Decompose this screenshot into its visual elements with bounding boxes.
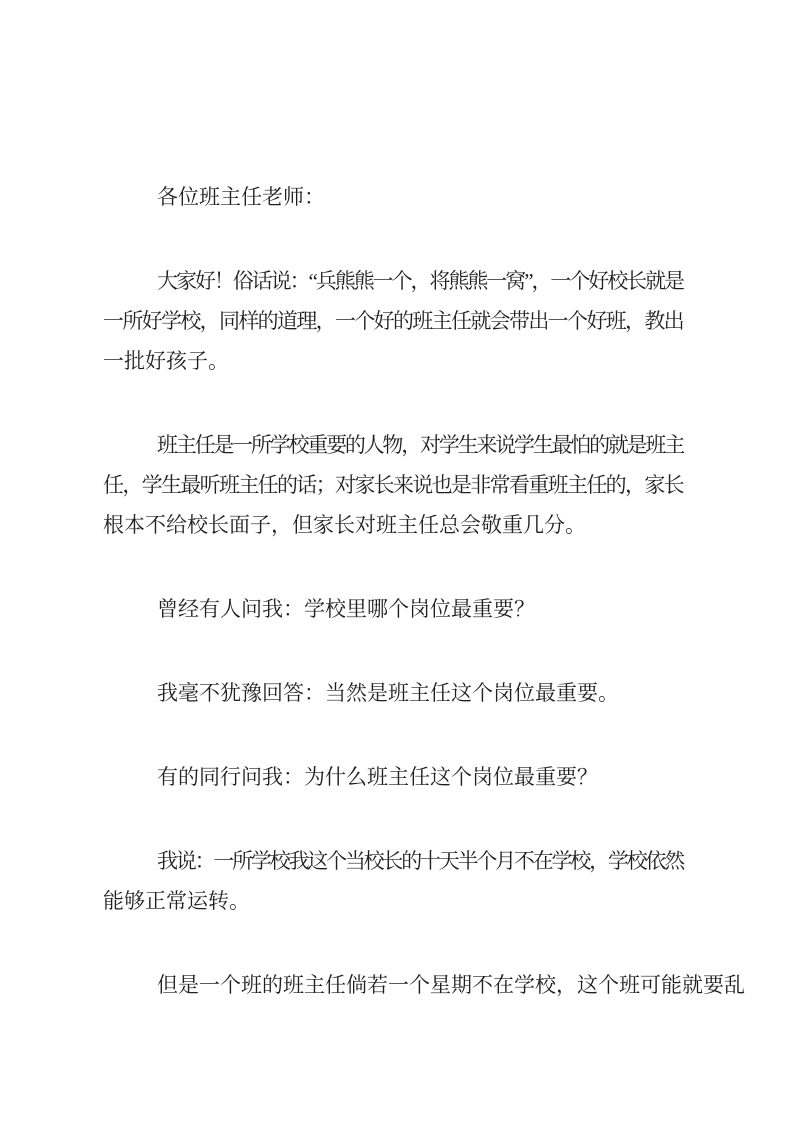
paragraph bbox=[103, 589, 683, 629]
paragraph bbox=[103, 757, 683, 797]
text-line: 有的同行问我：为什么班主任这个岗位最重要？ bbox=[157, 765, 598, 789]
document-body bbox=[103, 177, 745, 1005]
text-line: 班主任是一所学校重要的人物，对学生来说学生最怕的就是班主 bbox=[157, 433, 683, 457]
paragraph bbox=[103, 841, 683, 921]
text-line: 一所好学校，同样的道理，一个好的班主任就会带出一个好班，教出 bbox=[103, 309, 683, 333]
text-line: 但是一个班的班主任倘若一个星期不在学校，这个班可能就要乱 bbox=[157, 973, 745, 997]
text-line: 大家好！俗话说：“兵熊熊一个，将熊熊一窝”，一个好校长就是 bbox=[157, 269, 683, 293]
paragraph bbox=[103, 965, 745, 1005]
paragraph bbox=[103, 177, 683, 217]
text-line: 根本不给校长面子，但家长对班主任总会敬重几分。 bbox=[103, 513, 586, 537]
text-line: 我说：一所学校我这个当校长的十天半个月不在学校，学校依然 bbox=[157, 849, 683, 873]
text-line: 曾经有人问我：学校里哪个岗位最重要？ bbox=[157, 597, 535, 621]
paragraph bbox=[103, 425, 683, 545]
text-line: 任，学生最听班主任的话；对家长来说也是非常看重班主任的，家长 bbox=[103, 473, 683, 497]
text-line: 各位班主任老师： bbox=[157, 185, 325, 209]
text-line: 能够正常运转。 bbox=[103, 889, 250, 913]
text-line: 我毫不犹豫回答：当然是班主任这个岗位最重要。 bbox=[157, 681, 619, 705]
text-line: 一批好孩子。 bbox=[103, 349, 229, 373]
paragraph bbox=[103, 261, 683, 381]
paragraph bbox=[103, 673, 683, 713]
